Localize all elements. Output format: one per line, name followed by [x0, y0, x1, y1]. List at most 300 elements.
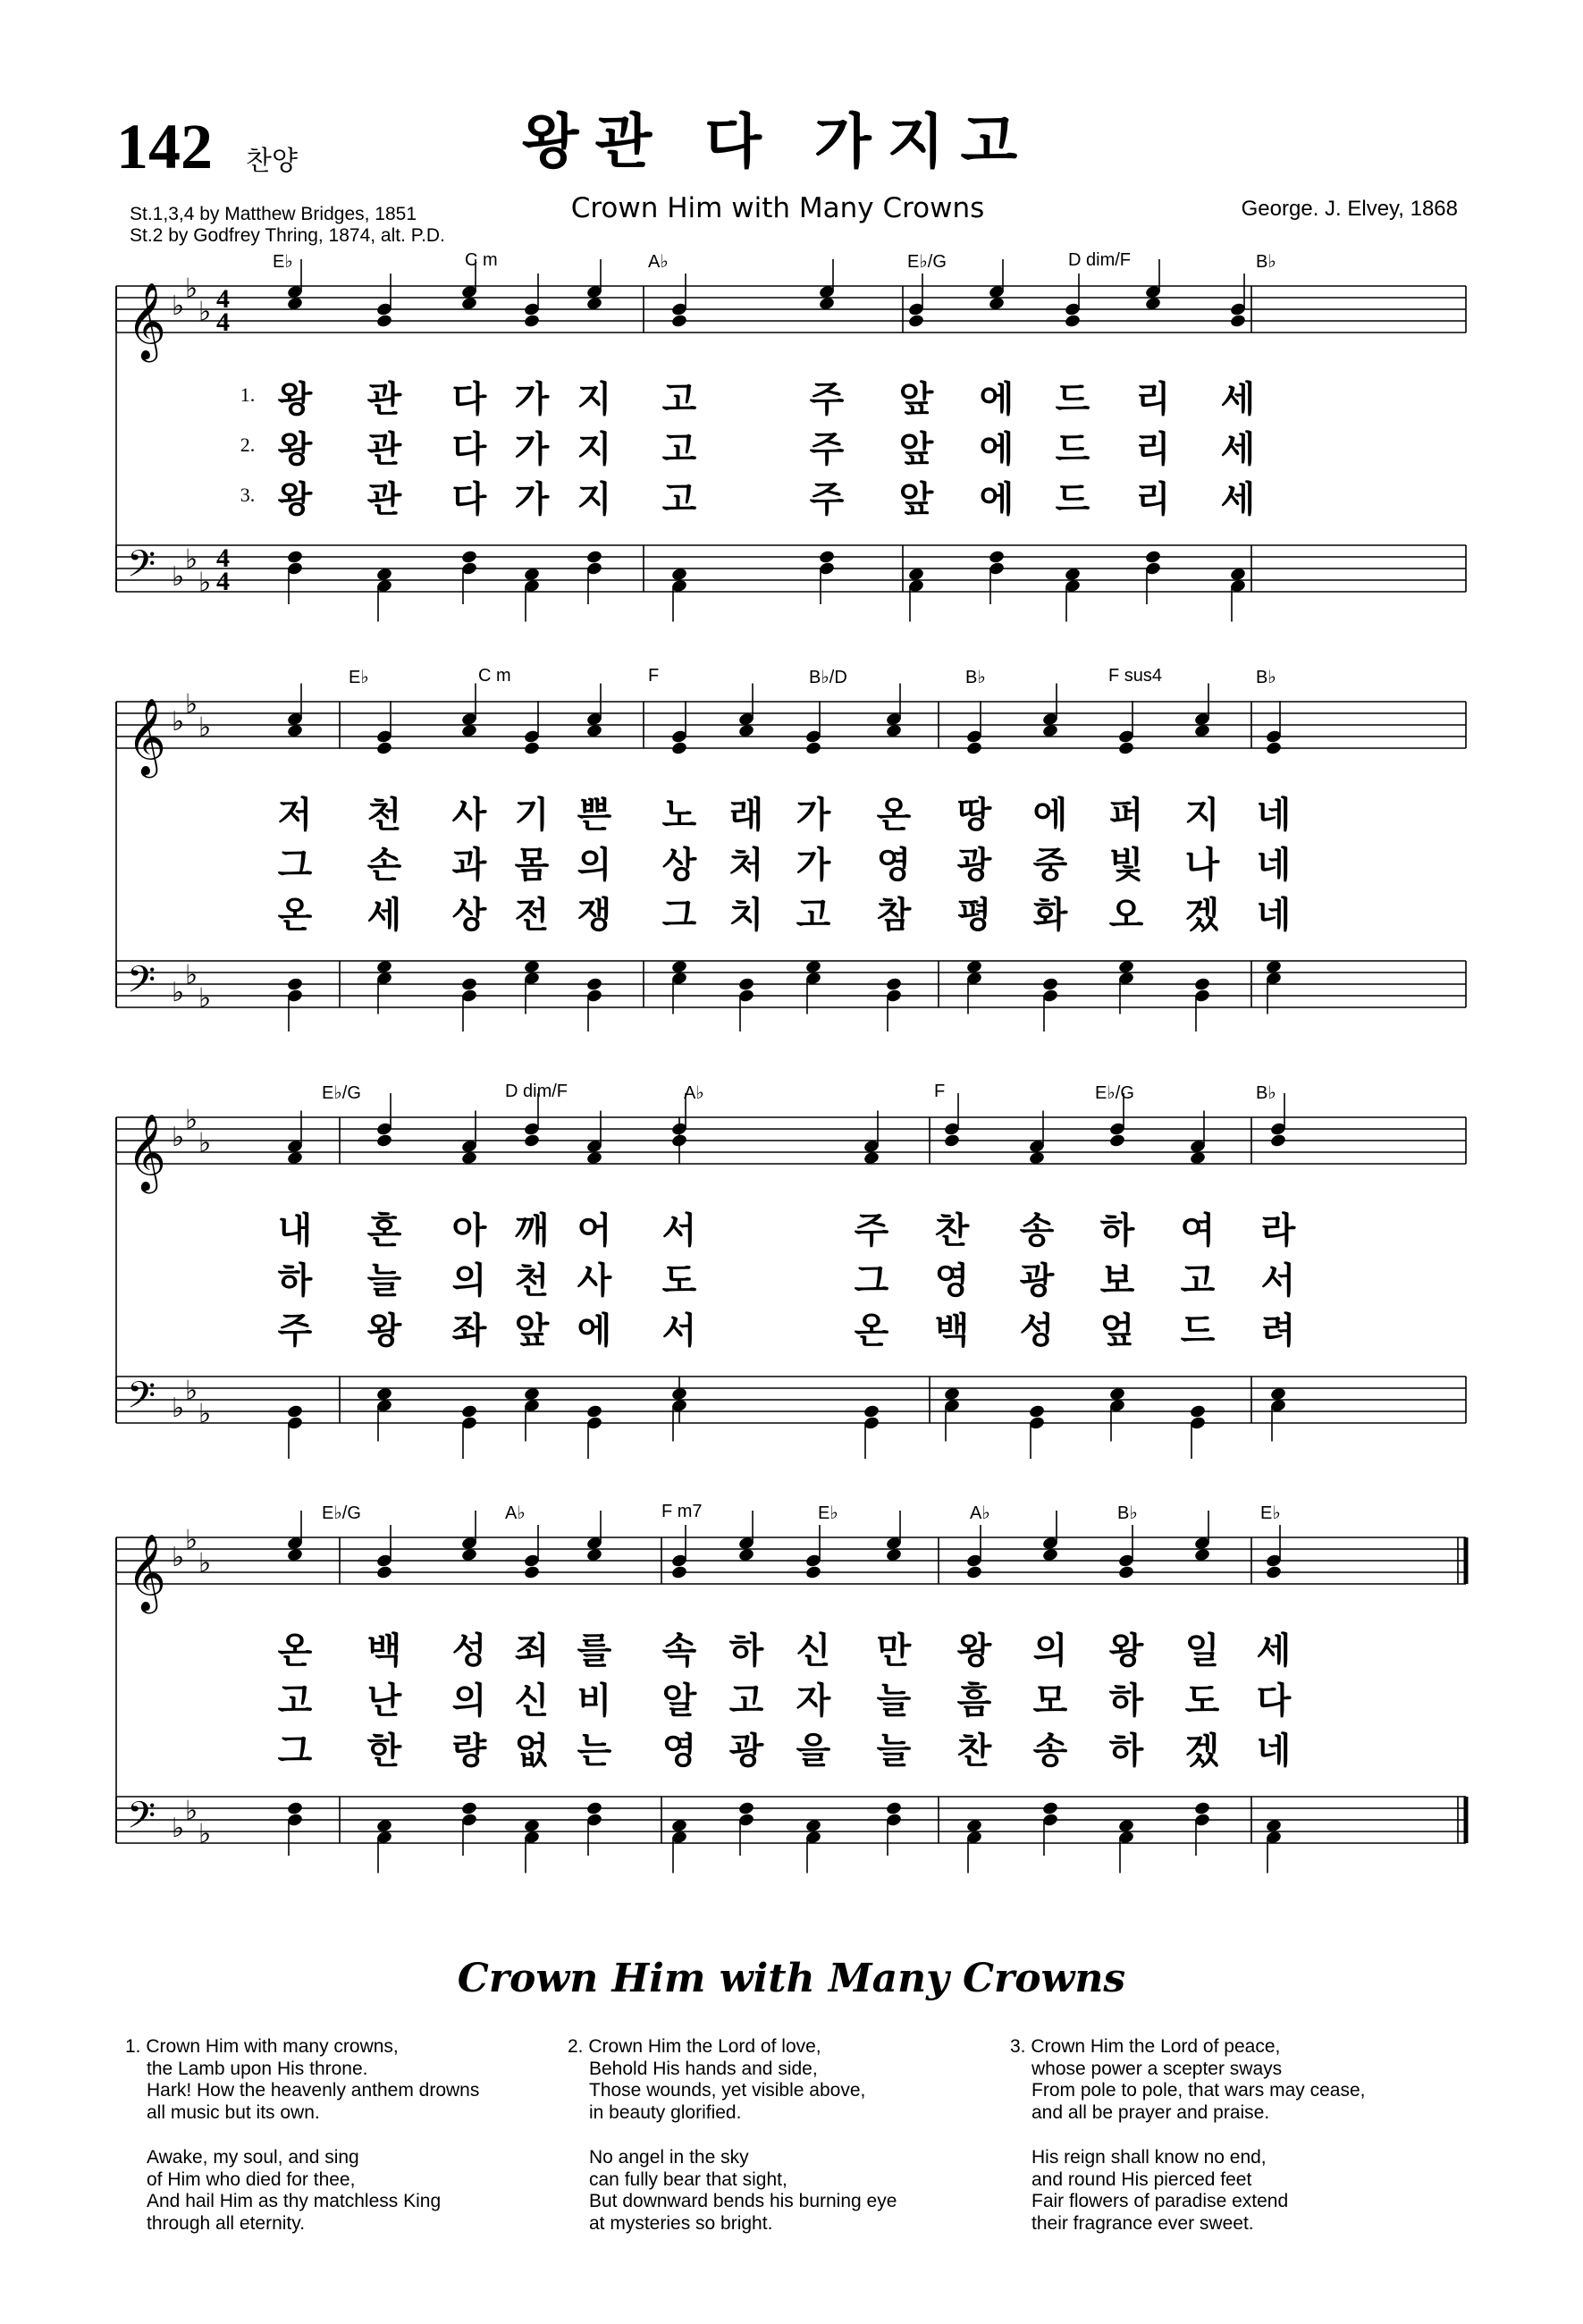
flat-icon: ♭: [198, 567, 212, 599]
stanza-line: [1010, 2169, 1475, 2192]
lyric-syllable: 자: [796, 1680, 831, 1722]
lyric-syllable: 성: [1019, 1310, 1055, 1351]
stanza-line: [568, 2102, 1032, 2125]
lyric-syllable: 를: [577, 1630, 612, 1671]
lyric-syllable: 알: [661, 1680, 697, 1722]
lyric-syllable: 관: [366, 379, 402, 420]
verse-number: 3.: [240, 484, 256, 506]
note-head: [375, 1133, 392, 1149]
lyric-syllable: 가: [514, 479, 550, 520]
lyric-syllable: 몸: [514, 845, 550, 886]
lyric-syllable: 아: [451, 1210, 487, 1251]
lyric-syllable: 보: [1099, 1260, 1135, 1301]
lyric-syllable: 왕: [277, 429, 313, 470]
lyric-syllable: 사: [577, 1260, 612, 1301]
stanza-text: through all eternity.: [147, 2212, 306, 2234]
note-head: [1193, 1801, 1210, 1816]
lyric-syllable: 지: [577, 379, 612, 420]
stanza-line: [125, 2213, 590, 2236]
english-title: Crown Him with Many Crowns: [457, 1956, 1126, 2001]
lyric-line: [0, 1202, 1583, 1252]
stanza-text: and round His pierced feet: [1031, 2168, 1252, 2190]
lyric-syllable: 서: [1260, 1260, 1296, 1301]
flat-icon: ♭: [198, 1818, 212, 1850]
lyric-syllable: 한: [366, 1730, 402, 1772]
chord-symbol: C m: [478, 666, 511, 686]
treble-clef-icon: 𝄞: [127, 698, 166, 775]
note-head: [965, 1565, 982, 1580]
note-head: [375, 314, 392, 329]
lyric-syllable: 가: [514, 379, 550, 420]
lyric-syllable: 쟁: [577, 895, 612, 936]
lyric-syllable: 송: [1019, 1210, 1055, 1251]
lyric-syllable: 그: [277, 1730, 313, 1772]
hymn-category: 찬양: [246, 146, 298, 177]
chord-symbol: A♭: [684, 1083, 704, 1103]
chord-symbol: E♭: [818, 1503, 838, 1523]
lyric-syllable: 여: [1180, 1210, 1216, 1251]
lyric-syllable: 에: [979, 429, 1015, 470]
lyric-syllable: 의: [451, 1260, 487, 1301]
time-signature: 4: [216, 543, 230, 573]
chord-symbol: B♭: [1256, 1083, 1276, 1103]
bass-clef-icon: 𝄢: [127, 958, 156, 1010]
chord-symbol: B♭: [1256, 668, 1276, 687]
lyric-syllable: 고: [1180, 1260, 1216, 1301]
flat-icon: ♭: [185, 1375, 198, 1407]
stanza-line: [568, 2147, 1032, 2169]
lyric-syllable: 의: [577, 845, 612, 886]
lyric-syllable: 중: [1032, 845, 1068, 886]
note-head: [863, 1404, 880, 1419]
lyric-syllable: 앞: [898, 379, 934, 420]
note-head: [523, 1565, 540, 1580]
flat-icon: ♭: [172, 561, 185, 593]
lyric-syllable: 나: [1184, 845, 1220, 886]
chord-symbol: C m: [465, 250, 498, 270]
stanza-part: [125, 2147, 590, 2235]
lyric-syllable: 앞: [898, 479, 934, 520]
note-head: [1193, 977, 1210, 992]
stanza-line: [1010, 2213, 1475, 2236]
lyric-syllable: 왕: [277, 479, 313, 520]
chord-symbol: A♭: [505, 1503, 526, 1523]
chord-symbol: F m7: [661, 1502, 703, 1521]
flat-icon: ♭: [185, 1795, 198, 1827]
lyric-syllable: 깨: [514, 1210, 550, 1251]
lyric-syllable: 고: [277, 1680, 313, 1722]
time-signature: 4: [216, 284, 230, 314]
lyric-syllable: 그: [277, 845, 313, 886]
lyric-syllable: 그: [854, 1260, 889, 1301]
note-head: [1041, 1801, 1058, 1816]
note-head: [460, 550, 477, 565]
stanza-text: Crown Him the Lord of peace,: [1031, 2036, 1281, 2057]
lyric-syllable: 광: [728, 1730, 764, 1772]
note-head: [460, 1801, 477, 1816]
chord-symbol: B♭: [1256, 252, 1276, 272]
lyric-syllable: 에: [979, 479, 1015, 520]
lyric-syllable: 왕: [277, 379, 313, 420]
lyric-syllable: 전: [514, 895, 550, 936]
lyric-syllable: 하: [1099, 1210, 1135, 1251]
lyric-syllable: 겠: [1184, 895, 1220, 936]
lyric-syllable: 다: [451, 379, 487, 420]
stanza-line: [1010, 2036, 1475, 2059]
note-head: [907, 314, 924, 329]
note-head: [523, 1133, 540, 1149]
lyric-syllable: 라: [1260, 1210, 1296, 1251]
note-head: [585, 550, 602, 565]
stanza-line: [125, 2147, 590, 2169]
stanza-part: [1010, 2036, 1475, 2124]
chord-symbol: E♭/G: [322, 1503, 361, 1523]
lyric-syllable: 관: [366, 429, 402, 470]
verse-number: 2.: [240, 434, 256, 456]
lyric-syllable: 드: [1180, 1310, 1216, 1351]
lyric-syllable: 의: [1032, 1630, 1068, 1671]
stanza-line: [568, 2169, 1032, 2192]
lyric-line: [0, 371, 1583, 421]
lyric-line: [0, 887, 1583, 937]
lyric-syllable: 지: [577, 479, 612, 520]
bass-clef-icon: 𝄢: [127, 543, 156, 594]
lyric-syllable: 치: [728, 895, 764, 936]
lyric-syllable: 하: [728, 1630, 764, 1671]
lyric-syllable: 내: [277, 1210, 313, 1251]
lyric-syllable: 네: [1256, 795, 1292, 836]
lyric-syllable: 광: [956, 845, 992, 886]
chord-symbol: D dim/F: [505, 1082, 568, 1101]
lyric-syllable: 엎: [1099, 1310, 1135, 1351]
lyric-syllable: 일: [1184, 1630, 1220, 1671]
lyric-syllable: 사: [451, 795, 487, 836]
lyric-syllable: 고: [796, 895, 831, 936]
lyric-syllable: 왕: [956, 1630, 992, 1671]
note-head: [585, 1801, 602, 1816]
flat-icon: ♭: [198, 1398, 212, 1430]
english-stanza: [125, 2036, 590, 2258]
lyric-syllable: 세: [1220, 429, 1256, 470]
flat-icon: ♭: [172, 1542, 185, 1573]
stanza-text: and all be prayer and praise.: [1031, 2101, 1270, 2123]
note-head: [1117, 741, 1134, 756]
title-korean: 왕관 다 가지고: [521, 106, 1034, 176]
lyric-syllable: 도: [661, 1260, 697, 1301]
lyric-syllable: 에: [979, 379, 1015, 420]
note-head: [804, 741, 821, 756]
note-head: [375, 1565, 392, 1580]
lyric-syllable: 세: [1256, 1630, 1292, 1671]
note-head: [737, 1801, 754, 1816]
stanza-line: [125, 2102, 590, 2125]
chord-symbol: E♭: [273, 252, 293, 272]
lyric-syllable: 고: [728, 1680, 764, 1722]
lyric-syllable: 가: [796, 845, 831, 886]
chord-symbol: E♭/G: [1095, 1083, 1134, 1103]
lyric-line: [0, 421, 1583, 471]
lyric-syllable: 화: [1032, 895, 1068, 936]
flat-icon: ♭: [172, 1393, 185, 1424]
note-head: [943, 1133, 960, 1149]
lyric-syllable: 다: [451, 479, 487, 520]
stanza-number: 2.: [568, 2036, 589, 2057]
note-head: [818, 550, 835, 565]
lyric-syllable: 지: [577, 429, 612, 470]
lyric-syllable: 세: [1220, 379, 1256, 420]
lyric-syllable: 을: [796, 1730, 831, 1772]
stanza-line: [125, 2036, 590, 2059]
composer-credit: George. J. Elvey, 1868: [1241, 197, 1458, 221]
stanza-line: [1010, 2080, 1475, 2102]
stanza-line: [125, 2059, 590, 2081]
lyric-syllable: 왕: [366, 1310, 402, 1351]
note-head: [1229, 314, 1246, 329]
bass-clef-icon: 𝄢: [127, 1794, 156, 1846]
lyric-syllable: 왕: [1108, 1630, 1144, 1671]
stanza-text: their fragrance ever sweet.: [1031, 2212, 1254, 2234]
lyric-syllable: 흠: [956, 1680, 992, 1722]
stanza-text: whose power a scepter sways: [1031, 2058, 1283, 2079]
stanza-text: And hail Him as thy matchless King: [147, 2191, 442, 2211]
flat-icon: ♭: [198, 982, 212, 1015]
stanza-line: [1010, 2102, 1475, 2125]
lyric-syllable: 백: [366, 1630, 402, 1671]
lyric-syllable: 온: [854, 1310, 889, 1351]
lyric-line: [0, 1622, 1583, 1672]
lyric-syllable: 고: [661, 379, 697, 420]
lyric-syllable: 주: [809, 479, 845, 520]
music-system: [0, 666, 1583, 1068]
note-head: [885, 977, 902, 992]
lyric-syllable: 앞: [898, 429, 934, 470]
lyric-syllable: 속: [661, 1630, 697, 1671]
note-head: [585, 977, 602, 992]
lyric-syllable: 리: [1135, 479, 1171, 520]
chord-symbol: E♭/G: [322, 1083, 361, 1103]
note-head: [585, 1404, 602, 1419]
lyric-syllable: 찬: [956, 1730, 992, 1772]
flat-icon: ♭: [198, 1127, 212, 1159]
lyric-syllable: 그: [661, 895, 697, 936]
stanza-text: Hark! How the heavenly anthem drowns: [147, 2080, 480, 2101]
note-head: [1041, 977, 1058, 992]
stanza-text: of Him who died for thee,: [147, 2168, 356, 2190]
title-english: Crown Him with Many Crowns: [570, 192, 985, 224]
flat-icon: ♭: [198, 1547, 212, 1579]
note-head: [1108, 1133, 1125, 1149]
lyric-syllable: 신: [514, 1680, 550, 1722]
note-head: [1265, 1565, 1282, 1580]
lyric-syllable: 지: [1184, 795, 1220, 836]
lyric-syllable: 다: [1256, 1680, 1292, 1722]
flat-icon: ♭: [185, 959, 198, 991]
lyric-syllable: 영: [934, 1260, 970, 1301]
stanza-line: [568, 2191, 1032, 2213]
lyric-syllable: 네: [1256, 845, 1292, 886]
lyric-syllable: 다: [451, 429, 487, 470]
stanza-text: in beauty glorified.: [589, 2101, 742, 2123]
lyric-syllable: 가: [796, 795, 831, 836]
stanza-line: [568, 2059, 1032, 2081]
chord-symbol: F: [648, 666, 660, 686]
lyric-syllable: 네: [1256, 1730, 1292, 1772]
stanza-line: [125, 2191, 590, 2213]
note-head: [1144, 550, 1161, 565]
lyric-syllable: 서: [661, 1210, 697, 1251]
lyric-syllable: 드: [1055, 479, 1090, 520]
flat-icon: ♭: [172, 1122, 185, 1153]
lyric-syllable: 성: [451, 1630, 487, 1671]
lyric-syllable: 송: [1032, 1730, 1068, 1772]
note-head: [286, 1801, 303, 1816]
note-head: [375, 741, 392, 756]
time-signature: 4: [216, 567, 230, 596]
lyric-syllable: 모: [1032, 1680, 1068, 1722]
lyric-syllable: 손: [366, 845, 402, 886]
lyric-syllable: 세: [366, 895, 402, 936]
note-head: [523, 741, 540, 756]
note-head: [1028, 1404, 1045, 1419]
lyric-syllable: 가: [514, 429, 550, 470]
lyric-syllable: 온: [277, 895, 313, 936]
lyric-syllable: 네: [1256, 895, 1292, 936]
stanza-text: Crown Him the Lord of love,: [588, 2036, 821, 2057]
lyric-syllable: 만: [876, 1630, 912, 1671]
lyric-syllable: 백: [934, 1310, 970, 1351]
stanza-line: [1010, 2147, 1475, 2169]
flat-icon: ♭: [185, 1524, 198, 1556]
note-head: [670, 314, 687, 329]
flat-icon: ♭: [172, 706, 185, 737]
lyric-syllable: 쁜: [577, 795, 612, 836]
stanza-text: No angel in the sky: [589, 2147, 749, 2168]
note-head: [286, 977, 303, 992]
lyric-syllable: 리: [1135, 379, 1171, 420]
lyric-syllable: 늘: [876, 1730, 912, 1772]
note-head: [670, 741, 687, 756]
lyric-syllable: 드: [1055, 379, 1090, 420]
stanza-line: [568, 2036, 1032, 2059]
stanza-line: [125, 2169, 590, 2192]
time-signature: 4: [216, 307, 230, 337]
lyric-syllable: 온: [277, 1630, 313, 1671]
stanza-number: 1.: [125, 2036, 147, 2057]
lyric-syllable: 려: [1260, 1310, 1296, 1351]
lyric-syllable: 에: [577, 1310, 612, 1351]
lyric-syllable: 광: [1019, 1260, 1055, 1301]
flat-icon: ♭: [172, 977, 185, 1008]
lyric-syllable: 평: [956, 895, 992, 936]
chord-symbol: E♭/G: [907, 252, 947, 272]
chord-symbol: F sus4: [1108, 666, 1163, 686]
note-head: [286, 550, 303, 565]
note-head: [1064, 314, 1081, 329]
lyric-syllable: 참: [876, 895, 912, 936]
lyric-syllable: 온: [876, 795, 912, 836]
lyric-syllable: 하: [277, 1260, 313, 1301]
note-head: [1269, 1133, 1286, 1149]
music-system: [0, 250, 1583, 653]
lyric-syllable: 땅: [956, 795, 992, 836]
lyric-syllable: 난: [366, 1680, 402, 1722]
chord-symbol: E♭: [1260, 1503, 1281, 1523]
lyric-line: [0, 787, 1583, 837]
stanza-text: Fair flowers of paradise extend: [1031, 2191, 1289, 2211]
stanza-text: Those wounds, yet visible above,: [589, 2080, 866, 2101]
lyric-syllable: 관: [366, 479, 402, 520]
lyric-line: [0, 837, 1583, 887]
lyric-syllable: 빛: [1108, 845, 1144, 886]
chord-symbol: B♭: [965, 668, 986, 687]
stanza-text: Behold His hands and side,: [589, 2058, 818, 2079]
lyric-syllable: 비: [577, 1680, 612, 1722]
chord-symbol: A♭: [648, 252, 669, 272]
lyric-syllable: 찬: [934, 1210, 970, 1251]
lyricist-credit: [130, 204, 445, 247]
lyric-syllable: 하: [1108, 1730, 1144, 1772]
lyric-syllable: 상: [451, 895, 487, 936]
english-stanza: [568, 2036, 1032, 2258]
chord-symbol: D dim/F: [1068, 250, 1131, 270]
chord-symbol: A♭: [970, 1503, 990, 1523]
lyric-syllable: 도: [1184, 1680, 1220, 1722]
stanza-line: [1010, 2059, 1475, 2081]
lyric-syllable: 의: [451, 1680, 487, 1722]
chord-symbol: B♭/D: [809, 668, 847, 687]
lyric-syllable: 없: [514, 1730, 550, 1772]
note-head: [885, 1801, 902, 1816]
english-stanza: [1010, 2036, 1475, 2258]
stanza-text: all music but its own.: [147, 2101, 320, 2123]
music-system: [0, 1502, 1583, 1904]
lyric-syllable: 는: [577, 1730, 612, 1772]
lyric-syllable: 오: [1108, 895, 1144, 936]
note-head: [670, 1133, 687, 1149]
flat-icon: ♭: [172, 290, 185, 322]
lyric-syllable: 죄: [514, 1630, 550, 1671]
lyric-syllable: 천: [366, 795, 402, 836]
lyric-syllable: 저: [277, 795, 313, 836]
flat-icon: ♭: [185, 543, 198, 576]
lyric-syllable: 과: [451, 845, 487, 886]
lyric-syllable: 좌: [451, 1310, 487, 1351]
flat-icon: ♭: [185, 273, 198, 305]
lyric-line: [0, 1302, 1583, 1352]
stanza-text: can fully bear that sight,: [589, 2168, 787, 2190]
treble-clef-icon: 𝄞: [127, 1114, 166, 1191]
note-head: [1117, 1565, 1134, 1580]
lyric-syllable: 영: [876, 845, 912, 886]
lyric-syllable: 세: [1220, 479, 1256, 520]
lyric-syllable: 고: [661, 429, 697, 470]
stanza-part: [568, 2147, 1032, 2235]
lyric-syllable: 에: [1032, 795, 1068, 836]
stanza-line: [568, 2080, 1032, 2102]
lyric-line: [0, 1672, 1583, 1722]
lyric-syllable: 드: [1055, 429, 1090, 470]
lyric-syllable: 처: [728, 845, 764, 886]
stanza-text: From pole to pole, that wars may cease,: [1031, 2080, 1366, 2101]
treble-clef-icon: 𝄞: [127, 282, 166, 359]
lyric-syllable: 리: [1135, 429, 1171, 470]
stanza-line: [125, 2080, 590, 2102]
stanza-text: Crown Him with many crowns,: [146, 2036, 399, 2057]
chord-symbol: E♭: [349, 668, 369, 687]
note-head: [965, 741, 982, 756]
stanza-text: But downward bends his burning eye: [589, 2191, 897, 2211]
bass-clef-icon: 𝄢: [127, 1374, 156, 1426]
